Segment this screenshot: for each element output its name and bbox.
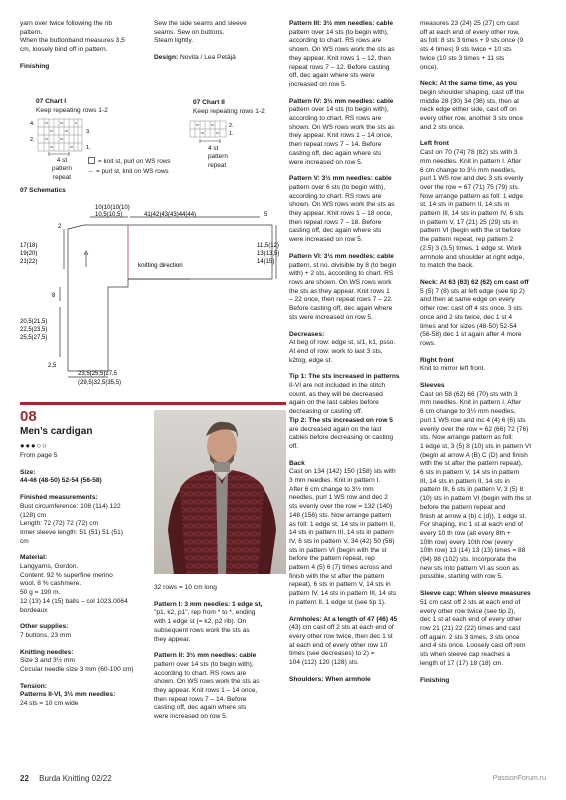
chart1-sub: Keep repeating rows 1-2 [36,106,108,114]
intro-line: When the buttonband measures 3,5 [20,37,125,45]
legend-text: = purl st, knit on WS rows [96,167,169,175]
text-line: are decreased again on the last [289,425,382,433]
repeat-label: 4 st [208,145,219,152]
repeat-label: pattern [208,153,228,161]
legend-item [88,167,208,177]
text-line: sts evenly over the row = 132 (140) [289,503,393,511]
text-line: subsequent rows work the sts as [154,626,250,634]
intro-line: cm, loosely bind off in pattern. [20,46,108,54]
text-line: according to chart. RS rows are [289,192,382,200]
text-line: according to chart. RS rows are [154,669,247,677]
schematic-label: 14(15) [257,259,275,265]
col3 [289,20,411,685]
page-number: 22 [20,774,29,783]
schematic-label: 22,5(23,5) [20,327,48,333]
text-line: 148 (156) sts. Now arrange pattern [289,511,392,519]
text-line: were increased on row 5. [154,713,228,721]
schematic-label: 10(10(10(10) [95,205,130,211]
text-line: Neck: At the same time, as you [420,80,517,88]
schematic-label: 2,5 [48,363,57,369]
row-label: 2. [229,123,234,129]
text-line: they appear. Knit rows 1 – 18 once, [289,210,393,218]
text-line: once). [420,63,439,71]
text-line: Circular needle size 3 mm (60-100 cm) [20,666,134,674]
text-line: Cast on 58 (62) 66 (70) sts with 3 [420,390,518,398]
purl-symbol-icon: – [88,167,93,175]
text-line: 6 cm change to 3½ mm needles, [420,408,516,416]
finishing-heading: Finishing [420,676,450,684]
text-line: II-VI are not included in the stitch [289,382,386,390]
text-line: they appear. Knit rows 1 – 14 once, [289,132,393,140]
schematic-label: 11,5(12) [257,243,279,249]
text-line: in pattern V, 17 (21) 25 (29) sts in [420,218,518,226]
text-line: neck edge either side, cast off on [420,106,517,114]
text-line: as foll: 1 edge st, 14 sts in pattern II, [289,520,395,528]
text-line: once and 2 sts twice, dec 1 st 4 [420,313,512,321]
repeat-label: repeat [208,161,227,169]
from-page: From page 5 [20,452,58,459]
chart2-sub: Keep repeating rows 1-2 [193,107,265,115]
text-line: rows. [420,339,436,347]
text-line: times (see decreases) to 2) = [289,650,375,658]
chart2-title: 07 Chart II [193,99,225,106]
design-label: Design: [154,54,179,62]
knitting-direction-label: knitting direction [138,262,183,269]
text-line: Tip 2: The sts increased on row 5 [289,416,393,424]
text-line: decreasing or casting off. [289,408,363,416]
text-line: every other row, another 3 sts once [420,115,523,123]
text-line: then repeat rows 7 – 14. Before [289,141,382,149]
text-line: – 22 once, then repeat rows 7 – 22. [289,296,393,304]
col2-bottom [154,584,286,722]
legend-text: = knit st, purl on WS rows [98,158,171,165]
issue-number: 02/22 [91,774,112,783]
text-line: 32 rows = 10 cm long [154,584,217,591]
text-line: casting off, dec again where sts [289,149,382,157]
material-heading: Material: [20,554,48,562]
text-line: sts 4 times) 9 sts twice + 10 sts [420,46,512,54]
text-line: Cast on 134 (142) 150 (158) sts with [289,468,396,476]
text-line: repeat), 6 sts in pattern V, 14 sts in [289,581,391,589]
back-heading: Back [289,459,305,467]
text-line: off again: 2 sts 3 times, 3 sts once [420,633,520,641]
text-line: 6 cm change to 3½ mm needles, [420,166,516,174]
text-line: evenly over the row = 62 (66) 72 (76) [420,425,529,433]
text-line: pattern III, 6 sts in pattern V, 3 (5) 8 [420,486,524,494]
text-line: 12 (13) 14 (15) balls – col 1023.0064 [20,597,128,605]
text-line: pattern over 14 sts (to begin with), [154,660,254,668]
schematic-label: 21(22) [20,259,38,265]
text-line: count, as they will be decreased [289,390,383,398]
text-line: Langyarns, Gordon. [20,563,79,571]
text-line: were increased on row 5. [289,236,363,244]
schematic-label: 19(20) [20,251,38,257]
text-line: Shoulders: When armhole [289,675,371,683]
chart1 [36,98,146,115]
text-line: finish with the st after the pattern [289,572,385,580]
text-line: sts. Now arrange pattern as foll: [420,434,514,442]
text-line: Steam lightly. [154,37,194,45]
text-line: Length: 72 (72) 72 (72) cm [20,520,99,528]
text-line: (56-58) dec 1 st again after 4 more [420,331,522,339]
text-line: 1 edge st, 3 (5) 8 (10) sts in pattern VI [420,442,532,450]
text-line: armhole and shoulder at right edge, [420,253,525,261]
text-line: (begin at arrow A (B) C (D) and finish [420,451,528,459]
text-line: pattern IV, 14 sts in pattern III, 14 sts [289,590,397,598]
text-line: 10th row) every 10th row (every [420,538,513,546]
text-line: Pattern III: 3½ mm needles: cable [289,20,394,27]
schematic-label: 41(42)43(43)44(44) [144,212,197,218]
text-line: needles, purl 1 WS row and dec 2 [289,494,388,502]
chart1-title: 07 Chart I [36,98,67,105]
sleeves-heading: Sleeves [420,382,445,390]
text-line: Patterns II-VI, 3½ mm needles: [20,691,116,699]
text-line: 14 sts in pattern III, 14 sts in pattern [289,529,394,537]
text-line: (10) sts in pattern VI (begin with the st [420,495,532,503]
text-line: with 1 edge st (= k2, p2 rib). On [154,618,247,626]
page-footer [20,774,112,783]
text-line: Knit to mirror left front. [420,365,486,373]
left-front-heading: Left front [420,140,449,148]
schematic-label: 25,5(27,5) [20,335,48,341]
text-line: After 6 cm change to 3½ mm [289,485,374,493]
text-line: 50 g = 190 m. [20,589,61,597]
text-line: For shaping, inc 1 st at each end of [420,521,523,529]
text-line: pattern over 14 sts (to begin with), [289,106,389,114]
text-line: Content: 92 % superfine merino [20,571,113,579]
text-line: cables before decreasing or casting [289,434,394,442]
schematic-label: (29,5)32,5(35,5) [78,380,122,386]
text-line: according to chart. RS rows are [289,115,382,123]
tension-heading: Tension: [20,682,47,690]
text-line: Neck: At 63 (63) 62 (62) cm cast off [420,278,529,286]
schematic-drawing [20,195,290,390]
schematic-label: 23,5(25,5)27,5 [78,371,118,377]
text-line: times and for sizes (48-50) 52-54 [420,322,517,330]
text-line: cm [20,537,29,545]
text-line: (94) 98 (102) sts. Incorporate the [420,556,517,564]
text-line: at each end of every other row 10 [289,641,388,649]
text-line: and 4 sts once. Loosely cast off rem [420,642,526,650]
text-line: Tip 1: The sts increased in patterns [289,373,400,381]
text-line: the pattern repeat, rep pattern 2 [420,236,514,244]
text-line: then repeat rows 7 – 14. Before [154,695,247,703]
text-line: again on the last cables before [289,399,379,407]
text-line: 24 sts = 10 cm wide [20,700,79,708]
text-line: over the row = 67 (71) 75 (79) sts. [420,183,520,191]
text-line: At end of row: work to last 3 sts, [289,347,383,355]
pattern-number: 08 [20,408,37,425]
text-line: casting off, dec again where sts [154,704,247,712]
pattern-1 [154,601,286,610]
design-value: Novita / Lea Petäjä [180,54,236,62]
knit-symbol-icon [88,157,95,164]
text-line: bordeaux [20,606,48,614]
text-line: mm needles. Knit in pattern I. After [420,399,522,407]
text-line: every 10 th row (alt every 8th + [420,529,511,537]
text-line: off, dec again where sts were [289,72,375,80]
decreases-heading: Decreases: [289,330,325,338]
text-line: then repeat rows 7 – 18. Before [289,218,382,226]
text-line: length of 17 (17) 18 (18) cm. [420,659,504,667]
text-line: pattern VI (begin with the st before [420,227,521,235]
text-line: twice (10 sts 3 times + 11 sts [420,54,505,62]
text-line: other row: cast off 4 sts once, 3 sts [420,305,522,313]
size-heading: Size: [20,468,36,476]
text-line: pattern III, 14 sts in pattern IV, 6 sts [420,210,524,218]
text-line: 7 buttons, 23 mm [20,631,71,639]
text-line: to match the back. [420,262,474,270]
col4 [420,20,548,685]
chart2-repeat [208,145,238,170]
text-line: dec 1 st at each end of every other [420,616,522,624]
col1-text [20,20,148,72]
intro-line: pattern. [20,28,43,36]
text-line: sts in pattern VI (begin with the st [289,546,387,554]
text-line: possible, starting with row 5. [420,573,503,581]
text-line: III, 14 sts in pattern II, 14 sts in [420,477,510,485]
text-line: measures 23 (24) 25 (27) cm cast [420,20,519,27]
text-line: 6 sts in pattern V, 14 sts in pattern [420,469,520,477]
text-line: seams. Sew on buttons. [154,28,225,36]
size-value: 44-46 (48-50) 52-54 (56-58) [20,477,102,485]
text-line: Cast on 70 (74) 78 (82) sts with 3 [420,149,518,157]
row-label: 3. [86,129,91,135]
text-line: with) + 2 sts, according to chart. RS [289,270,394,278]
text-line: Now arrange pattern as foll: 1 edge [420,192,523,200]
text-line: Inner sleeve length: 51 (51) 51 (51) [20,528,123,536]
text-line: 3 mm needles. Knit in pattern I. [289,477,381,485]
text-line: Sew the side seams and sleeve [154,20,247,27]
text-line: according to chart. RS rows are [289,37,382,45]
text-line: "p1, k2, p1", rep from * to *, ending [154,609,256,617]
row-label: 1. [86,145,91,151]
text-line: sts were increased on row 5. [289,313,373,321]
row-label: 1. [229,131,234,137]
schematic-label: 2 [58,224,62,230]
text-line: (43) cm cast off 2 sts at each end of [289,624,394,632]
text-line: before the pattern repeat, rep [289,555,375,563]
text-line: pattern 4 (5) 6 (7) times across and [289,564,392,572]
text-line: middle 28 (30) 34 (36) sts, then at [420,97,519,105]
difficulty-rating: ●●●○○ [20,441,48,450]
text-line: they appear. [154,635,191,643]
text-line: 104 (112) 120 (128) sts. [289,659,359,667]
text-line: every other row twice, then dec 1 st [289,633,393,640]
repeat-label: pattern [52,165,72,173]
cardigan-photo [154,410,286,574]
text-line: Before casting off, dec again where [289,305,393,313]
schematics-title: 07 Schematics [20,187,66,194]
text-line: purl 1 WS row and inc 4 (4) 6 (6) sts [420,416,526,424]
schematic-label: 13(13,5) [257,251,280,257]
chart-legend [88,157,208,177]
text-line: 10th row) 13 (14) 13 (13) times = 88 [420,547,526,555]
schematic-label: 5 [264,212,268,218]
text-line: st, 14 sts in pattern II, 14 sts in [420,201,510,209]
text-line: wool, 8 % cashmere. [20,580,82,588]
schematic-label: 10,5(10,5) [95,212,123,218]
text-line: in pattern II, 1 edge st (see tip 1). [289,598,386,606]
text-line: Pattern IV: 3½ mm needles: cable [289,97,394,105]
section-divider [20,402,286,405]
watermark: PassionForum.ru [492,775,546,782]
text-line: as foll: 8 sts 3 times + 9 sts once (9 [420,37,524,45]
text-line: casting off, dec again where sts [289,227,382,235]
text-line: repeat rows 7 – 12. Before casting [289,63,390,71]
intro-line: yarn over twice following the rib [20,20,112,27]
text-line: IV, 6 sts in pattern V, 34 (42) 50 (58) [289,537,395,545]
text-line: shown. On WS rows work the sts as [289,46,395,54]
text-line: they appear. Knit rows 1 – 14 once, [154,687,258,695]
text-line: (128) cm [20,511,47,519]
repeat-label: repeat [52,173,72,181]
text-line: pattern over 6 sts (to begin with), [289,183,386,191]
text-line: shown. On WS rows work the sts as [289,123,395,131]
schematic-label: 20,5(21,5) [20,319,48,325]
chart1-repeat [50,157,74,182]
text-line: At beg of row: edge st, sl1, k1, psso. [289,339,396,347]
text-line: shown. On WS rows work the sts as [154,678,260,686]
measurements-heading: Finished measurements: [20,494,98,502]
finishing-heading: Finishing [20,62,50,70]
text-line: they appear. Knit rows 1 – 12, then [289,54,391,62]
needles-heading: Knitting needles: [20,648,74,656]
text-line: k2tog, edge st. [289,356,333,364]
text-line: finish at arrow a (b) c (d)), 1 edge st. [420,512,527,520]
row-label: 4. [30,121,35,127]
text-line: were increased on row 5. [289,158,363,166]
text-line: mm needles. Knit in pattern I. After [420,157,522,165]
text-line: 5 (5) 7 (8) sts at left edge (see tip 2) [420,287,525,295]
text-line: increased on row 5. [289,80,347,88]
repeat-label: 4 st [56,157,68,164]
text-line: and 2 sts once. [420,123,465,131]
text-line: with the st after the pattern repeat), [420,460,523,468]
text-line: Pattern VI: 3½ mm needles: cable [289,252,394,260]
text-line: Pattern II: 3½ mm needles: cable [154,652,257,660]
text-line: (2.5) 3 (3.5) times, 1 edge st. Work [420,244,522,252]
text-line: begin shoulder shaping, cast off the [420,88,524,96]
text-line: rows are shown. On WS rows work [289,278,392,286]
supplies-heading: Other supplies: [20,623,69,631]
right-front-heading: Right front [420,356,454,364]
col1-bottom [20,452,148,709]
text-line: and then at same edge on every [420,296,515,304]
text-line: Armholes: At a length of 47 (46) 45 [289,615,398,623]
text-line: Sleeve cap: When sleeve measures [420,590,531,598]
text-line: row 21 (21) 22 (22) times and cast [420,625,521,632]
text-line: the sts as they appear. Knit rows 1 [289,287,390,295]
magazine-name: Burda Knitting [39,774,90,783]
text-line: 51 cm cast off 2 sts at each end of [420,598,521,606]
text-line: off at each end of every other row, [420,28,520,36]
text-line: off. [289,442,299,450]
row-label: 2. [30,137,35,143]
text-line: Size 3 and 3½ mm [20,657,75,665]
design-credit [154,54,286,63]
text-line: Pattern V: 3½ mm needles: cable [289,175,392,183]
schematic-label: 17(18) [20,243,38,249]
text-line: shown. On WS rows work the sts as [289,201,395,209]
text-line: Pattern I: 3 mm needles: 1 edge st, [154,600,263,608]
text-line: every other row twice (see tip 2), [420,607,516,615]
col2-top [154,20,286,63]
text-line: sts when sleeve cap reaches a [420,651,511,659]
text-line: new sts into pattern VI as soon as [420,564,519,572]
chart2 [193,99,293,116]
pattern-title: Men’s cardigan [20,426,93,437]
legend-item [88,157,208,167]
text-line: purl 1 WS row and dec 3 sts evenly [420,175,524,183]
text-line: pattern over 14 sts (to begin with), [289,28,389,36]
text-line: pattern, st no. divisible by 8 (to begin [289,261,397,269]
schematic-label: 8 [52,293,56,299]
text-line: Bust circumference: 108 (114) 122 [20,502,121,510]
text-line: before the pattern repeat and [420,503,506,511]
